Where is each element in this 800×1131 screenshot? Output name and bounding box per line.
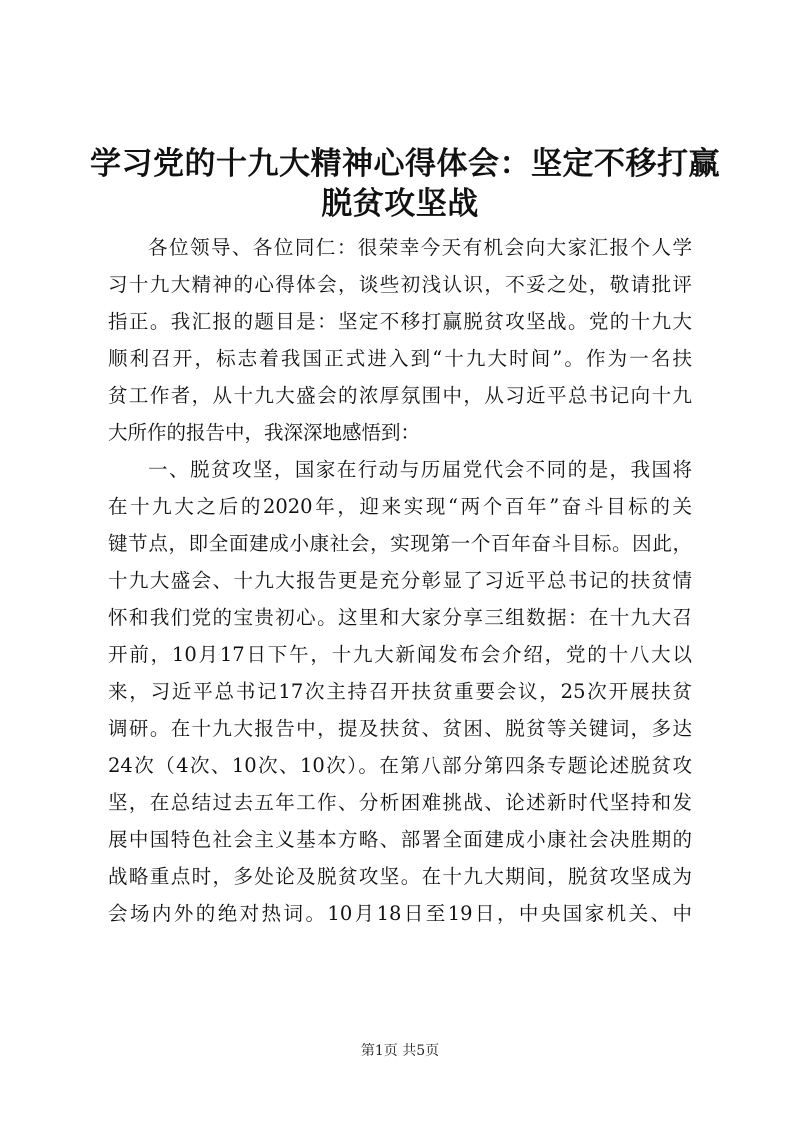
paragraph-1-line: 顺利召开，标志着我国正式进入到“十九大时间”。作为一名扶	[108, 347, 692, 370]
page-footer: 第1页 共5页	[360, 1043, 440, 1059]
paragraph-1-line: 指正。我汇报的题目是：坚定不移打赢脱贫攻坚战。党的十九大	[108, 310, 692, 333]
document-title-line-1: 学习党的十九大精神心得体会：坚定不移打赢	[90, 146, 720, 182]
paragraph-2-line: 展中国特色社会主义基本方略、部署全面建成小康社会决胜期的	[108, 828, 692, 851]
paragraph-2-line: 战略重点时，多处论及脱贫攻坚。在十九大期间，脱贫攻坚成为	[108, 865, 692, 888]
paragraph-2-line: 十九大盛会、十九大报告更是充分彰显了习近平总书记的扶贫情	[108, 569, 692, 592]
paragraph-1-line: 大所作的报告中，我深深地感悟到：	[108, 421, 421, 444]
paragraph-2-line: 一、脱贫攻坚，国家在行动与历届党代会不同的是，我国将	[148, 458, 692, 481]
paragraph-2-line: 坚，在总结过去五年工作、分析困难挑战、论述新时代坚持和发	[108, 791, 692, 814]
paragraph-2-line: 会场内外的绝对热词。10月18日至19日，中央国家机关、中	[108, 902, 692, 925]
paragraph-2-line: 键节点，即全面建成小康社会，实现第一个百年奋斗目标。因此，	[108, 532, 692, 555]
paragraph-2-line: 来，习近平总书记17次主持召开扶贫重要会议，25次开展扶贫	[108, 680, 692, 703]
paragraph-2-line: 怀和我们党的宝贵初心。这里和大家分享三组数据：在十九大召	[108, 606, 692, 629]
paragraph-2-line: 在十九大之后的2020年，迎来实现“两个百年”奋斗目标的关	[108, 495, 692, 518]
paragraph-1-line: 习十九大精神的心得体会，谈些初浅认识，不妥之处，敬请批评	[108, 273, 692, 296]
paragraph-2-line: 开前，10月17日下午，十九大新闻发布会介绍，党的十八大以	[108, 643, 692, 666]
paragraph-1-line: 贫工作者，从十九大盛会的浓厚氛围中，从习近平总书记向十九	[108, 384, 692, 407]
document-title-line-2: 脱贫攻坚战	[321, 186, 479, 222]
paragraph-1-line: 各位领导、各位同仁：很荣幸今天有机会向大家汇报个人学	[148, 236, 692, 259]
paragraph-2-line: 调研。在十九大报告中，提及扶贫、贫困、脱贫等关键词，多达	[108, 717, 692, 740]
paragraph-2-line: 24次（4次、10次、10次）。在第八部分第四条专题论述脱贫攻	[108, 754, 692, 777]
